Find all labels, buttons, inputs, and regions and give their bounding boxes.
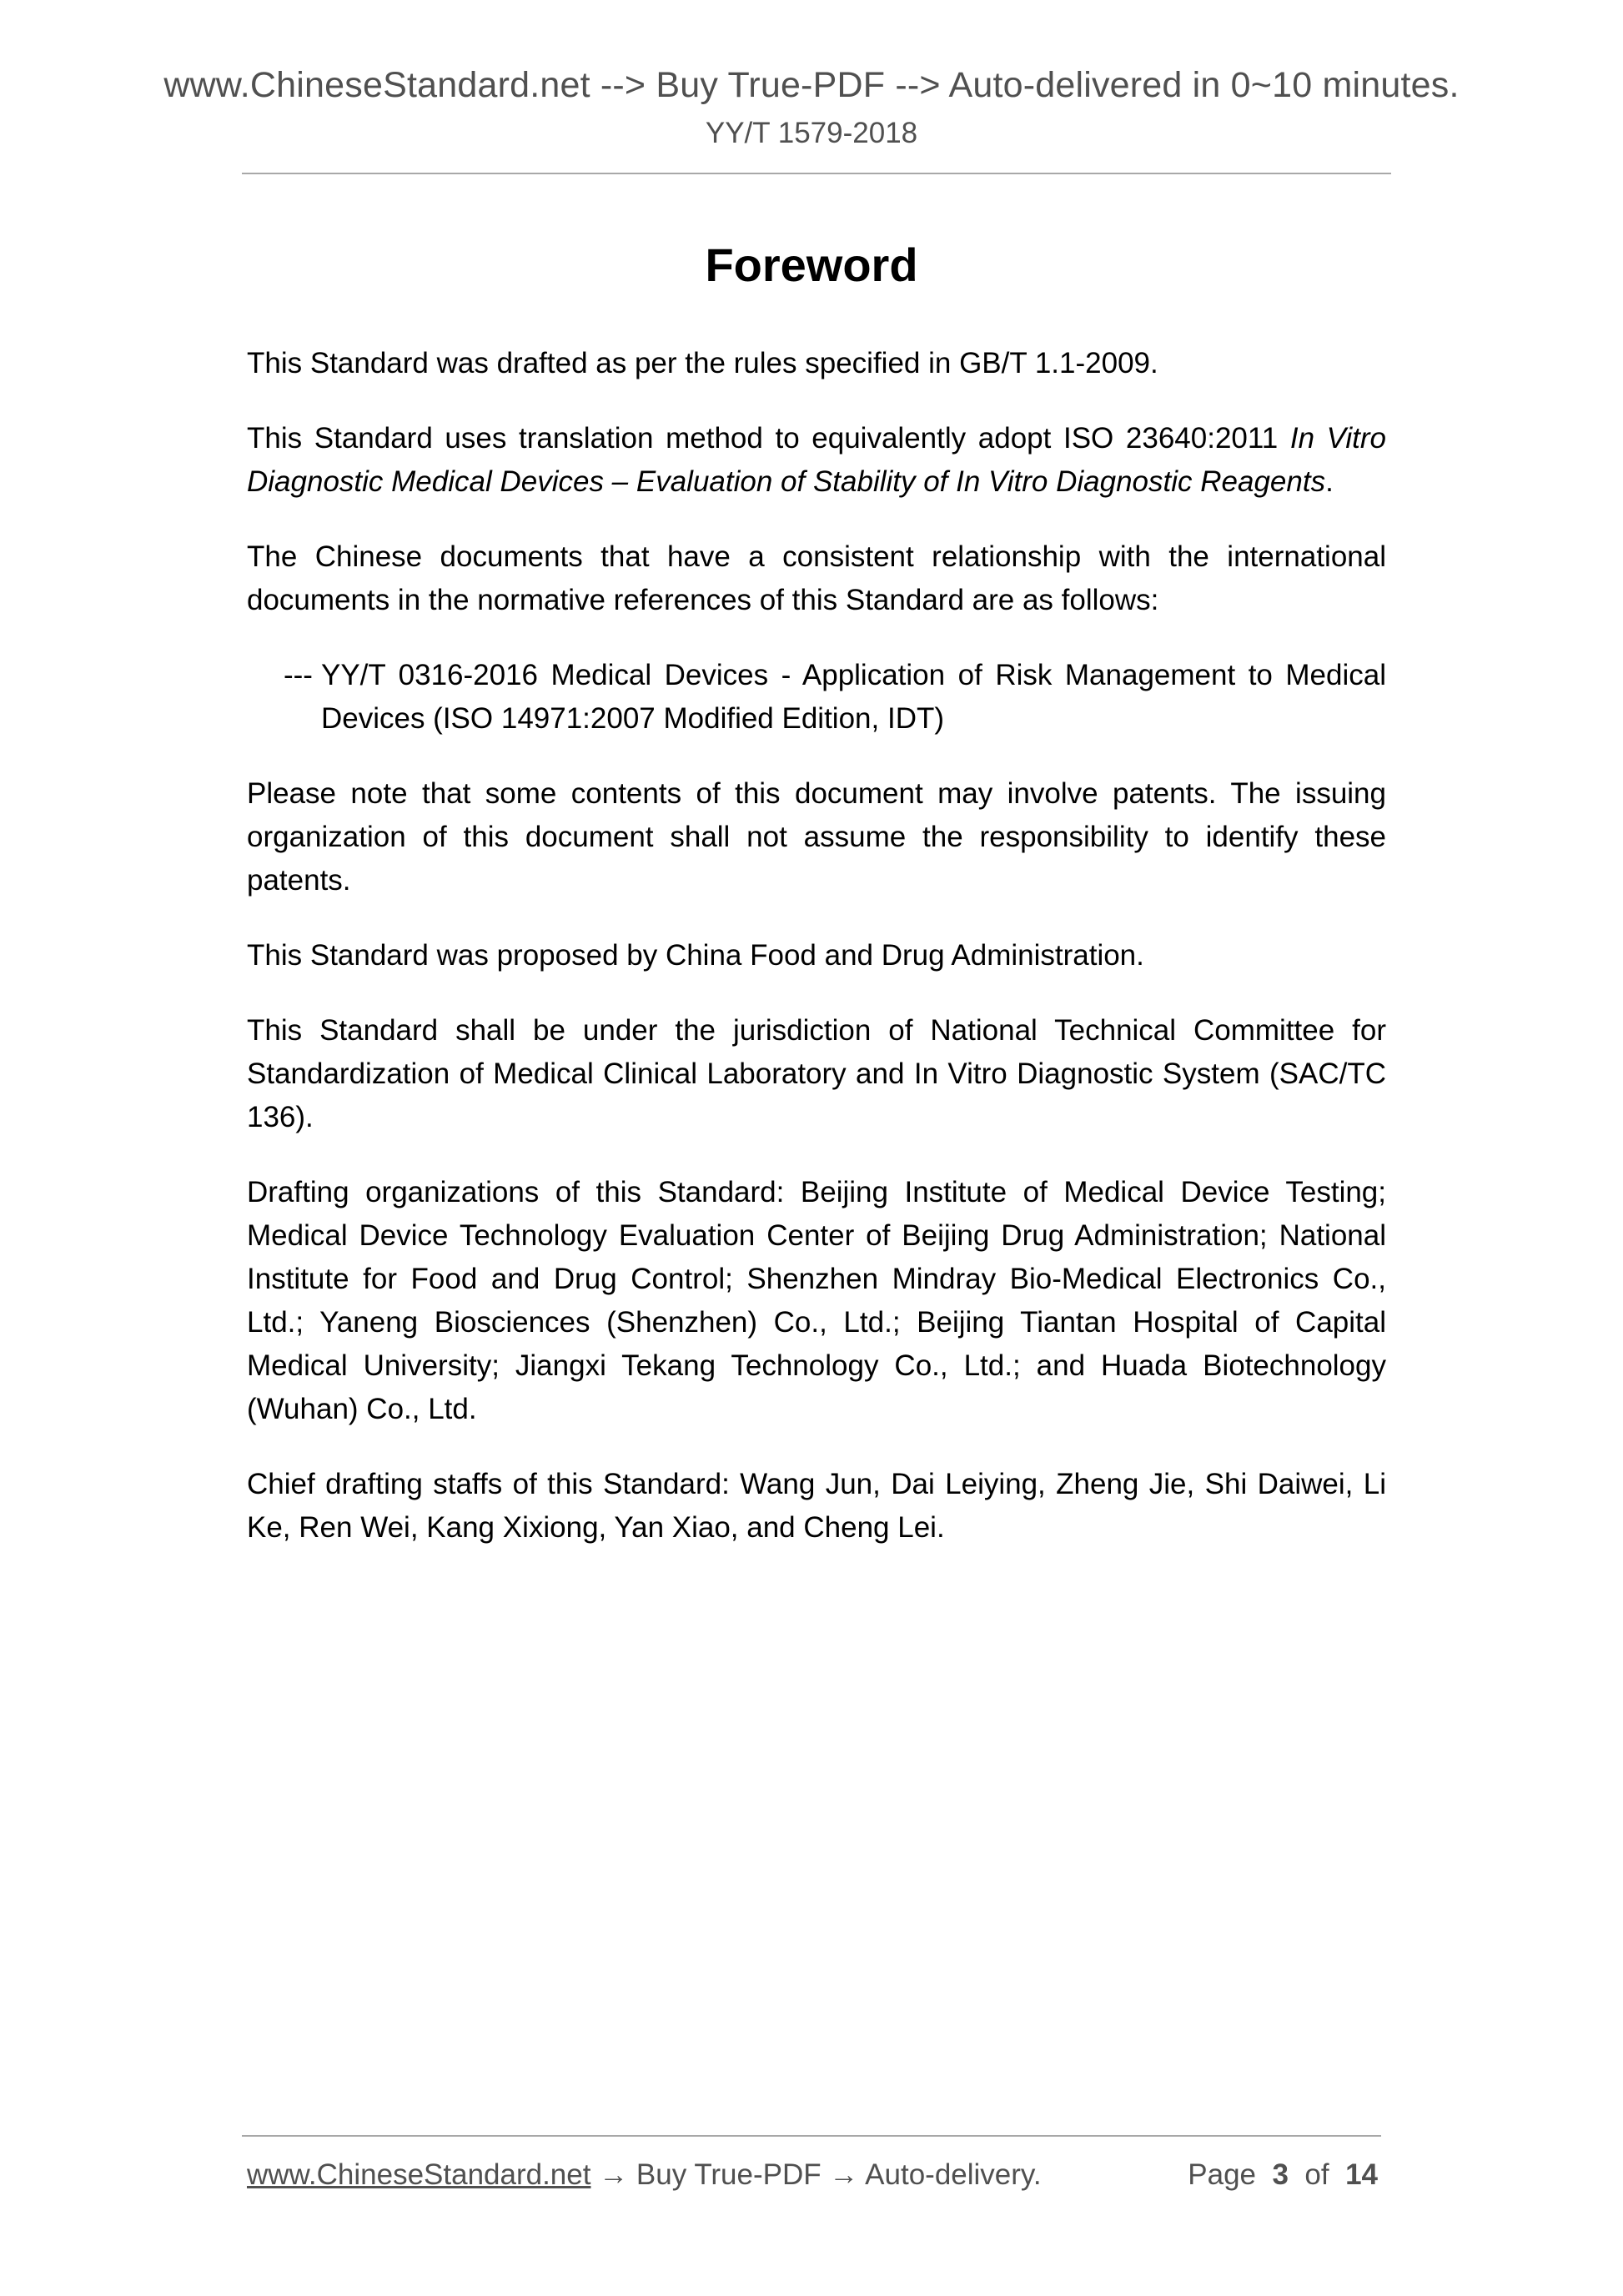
paragraph-proposed-by: This Standard was proposed by China Food and Drug Administration. — [247, 939, 1144, 972]
paragraph-jurisdiction: This Standard shall be under the jurisdiction of National Technical Committee for Standardization of Medical Clinical Laboratory and In Vitro Diagnostic System (SAC/TC 136). — [247, 1014, 1386, 1133]
adoption-end: . — [1325, 465, 1334, 498]
page-of-label: of — [1304, 2158, 1329, 2191]
paragraph-patents: Please note that some contents of this document may involve patents. The issuing organization of this document shall not assume the responsibility to identify these patents. — [247, 777, 1386, 897]
paragraph-drafting-staff: Chief drafting staffs of this Standard: Wang Jun, Dai Leiying, Zheng Jie, Shi Daiwei, Li Ke, Ren Wei, Kang Xixiong, Yan Xiao, and Cheng Lei. — [247, 1468, 1386, 1544]
foreword-body — [247, 342, 1386, 1581]
page-title: Foreword — [705, 239, 918, 291]
paragraph-drafting-organizations: Drafting organizations of this Standard: Beijing Institute of Medical Device Testing; Medical Device Technology Evaluation Center of Beijing Drug Administration; National Institute for Food and Drug Control; Shenzhen Mindray Bio-Medical Electronics Co., Ltd.; Yaneng Biosciences (Shenzhen) Co., Ltd.; Beijing Tiantan Hospital of Capital Medical University; Jiangxi Tekang Technology Co., Ltd.; and Huada Biotechnology (Wuhan) Co., Ltd. — [247, 1176, 1386, 1425]
footer-left — [247, 2158, 1042, 2192]
header-divider — [242, 173, 1391, 174]
list-item-text: YY/T 0316-2016 Medical Devices - Application of Risk Management to Medical Devices (ISO 14971:2007 Modified Edition, IDT) — [320, 659, 1386, 735]
list-item — [284, 654, 1386, 741]
adoption-text: This Standard uses translation method to equivalently adopt ISO 23640:2011 — [247, 422, 1290, 455]
page-label: Page — [1188, 2158, 1257, 2191]
paragraph-drafting-rules: This Standard was drafted as per the rules specified in GB/T 1.1-2009. — [247, 347, 1158, 379]
footer-divider — [242, 2135, 1381, 2137]
paragraph-normative-references: The Chinese documents that have a consistent relationship with the international documents in the normative references of this Standard are as follows: — [247, 540, 1386, 616]
document-code: YY/T 1579-2018 — [705, 117, 918, 149]
page-footer — [247, 2158, 1378, 2192]
footer-tagline: → Buy True-PDF → Auto-delivery. — [590, 2158, 1042, 2191]
footer-site-link[interactable]: www.ChineseStandard.net — [247, 2158, 591, 2191]
current-page: 3 — [1272, 2158, 1289, 2191]
list-marker: --- — [284, 659, 313, 691]
adopted-standard-title: In Vitro Diagnostic Medical Devices – Evaluation of Stability of In Vitro Diagnostic Reagents — [247, 422, 1386, 498]
total-pages: 14 — [1345, 2158, 1378, 2191]
paragraph-adoption — [247, 417, 1386, 504]
page-number — [1188, 2158, 1378, 2192]
header-banner: www.ChineseStandard.net --> Buy True-PDF --> Auto-delivered in 0~10 minutes. — [163, 65, 1460, 105]
